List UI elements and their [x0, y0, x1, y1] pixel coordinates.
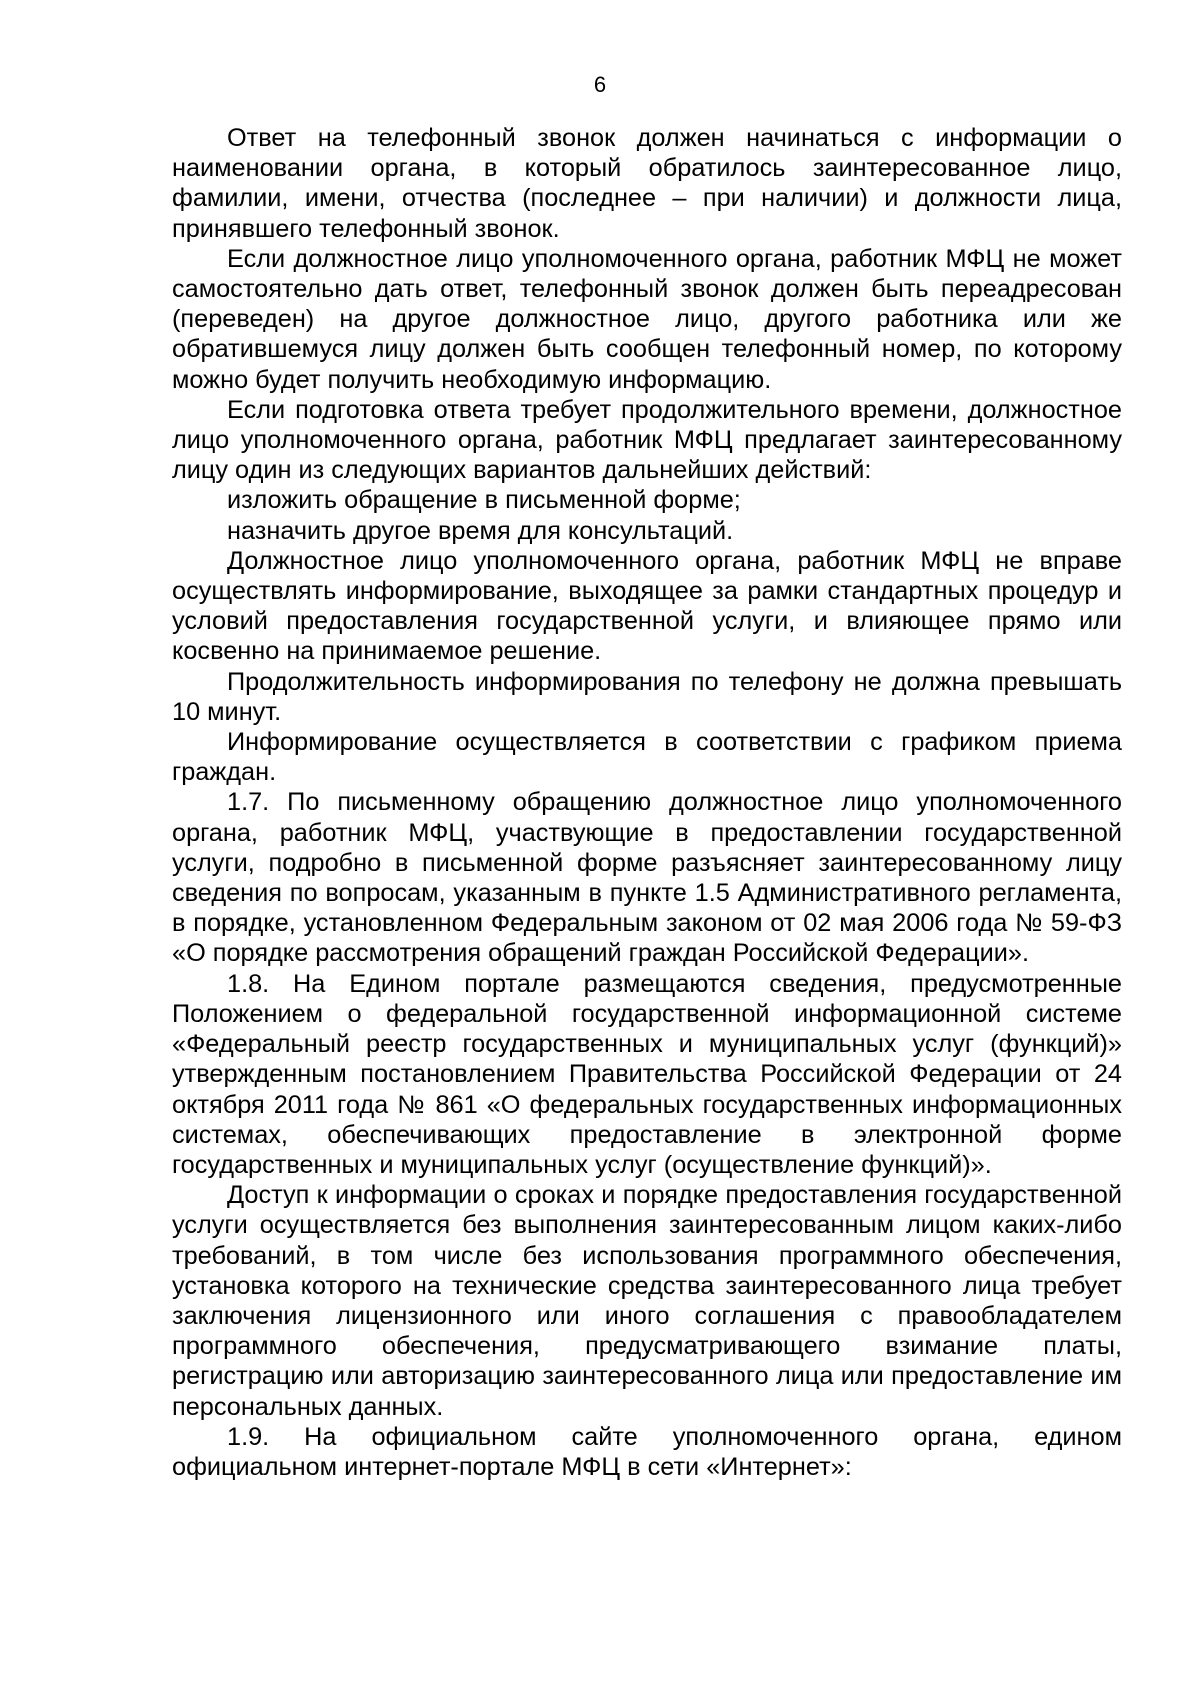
paragraph-option-written: изложить обращение в письменной форме; — [227, 486, 741, 515]
paragraph-section-1-9: 1.9. На официальном сайте уполномоченного органа, едином официальном интернет-портале МФЦ в сети «Интернет»: — [172, 1422, 1122, 1481]
paragraph-long-answer: Если подготовка ответа требует продолжительного времени, должностное лицо уполномоченного органа, работник МФЦ предлагает заинтересованному лицу один из следующих вариантов дальнейших действий: — [172, 395, 1122, 485]
page-number: 6 — [593, 72, 607, 97]
paragraph-option-reschedule: назначить другое время для консультаций. — [227, 516, 734, 545]
body-text — [172, 123, 1122, 1482]
paragraph-limits: Должностное лицо уполномоченного органа, работник МФЦ не вправе осуществлять информирование, выходящее за рамки стандартных процедур и условий предоставления государственной услуги, и влияющее прямо или косвенно на принимаемое решение. — [172, 546, 1122, 666]
paragraph-section-1-8: 1.8. На Едином портале размещаются сведения, предусмотренные Положением о федеральной государственной информационной системе «Федеральный реестр государственных и муниципальных услуг (функций)» утвержденным постановлением Правительства Российской Федерации от 24 октября 2011 года № 861 «О федеральных государственных информационных системах, обеспечивающих предоставление в электронной форме государственных и муниципальных услуг (осуществление функций)». — [172, 969, 1122, 1179]
paragraph-access: Доступ к информации о сроках и порядке предоставления государственной услуги осуществляется без выполнения заинтересованным лицом каких-либо требований, в том числе без использования программного обеспечения, установка которого на технические средства заинтересованного лица требует заключения лицензионного или иного соглашения с правообладателем программного обеспечения, предусматривающего взимание платы, регистрацию или авторизацию заинтересованного лица или предоставление им персональных данных. — [172, 1181, 1122, 1421]
paragraph-duration: Продолжительность информирования по телефону не должна превышать 10 минут. — [172, 667, 1122, 726]
paragraph-phone-answer: Ответ на телефонный звонок должен начинаться с информации о наименовании органа, в который обратилось заинтересованное лицо, фамилии, имени, отчества (последнее – при наличии) и должности лица, принявшего телефонный звонок. — [172, 124, 1122, 243]
paragraph-section-1-7: 1.7. По письменному обращению должностное лицо уполномоченного органа, работник МФЦ, участвующие в предоставлении государственной услуги, подробно в письменной форме разъясняет заинтересованному лицу сведения по вопросам, указанным в пункте 1.5 Административного регламента, в порядке, установленном Федеральным законом от 02 мая 2006 года № 59-ФЗ «О порядке рассмотрения обращений граждан Российской Федерации». — [172, 788, 1122, 968]
paragraph-schedule: Информирование осуществляется в соответствии с графиком приема граждан. — [172, 728, 1122, 787]
paragraph-call-redirect: Если должностное лицо уполномоченного органа, работник МФЦ не может самостоятельно дать ответ, телефонный звонок должен быть переадресован (переведен) на другое должностное лицо, другого работника или же обратившемуся лицу должен быть сообщен телефонный номер, по которому можно будет получить необходимую информацию. — [172, 244, 1122, 394]
